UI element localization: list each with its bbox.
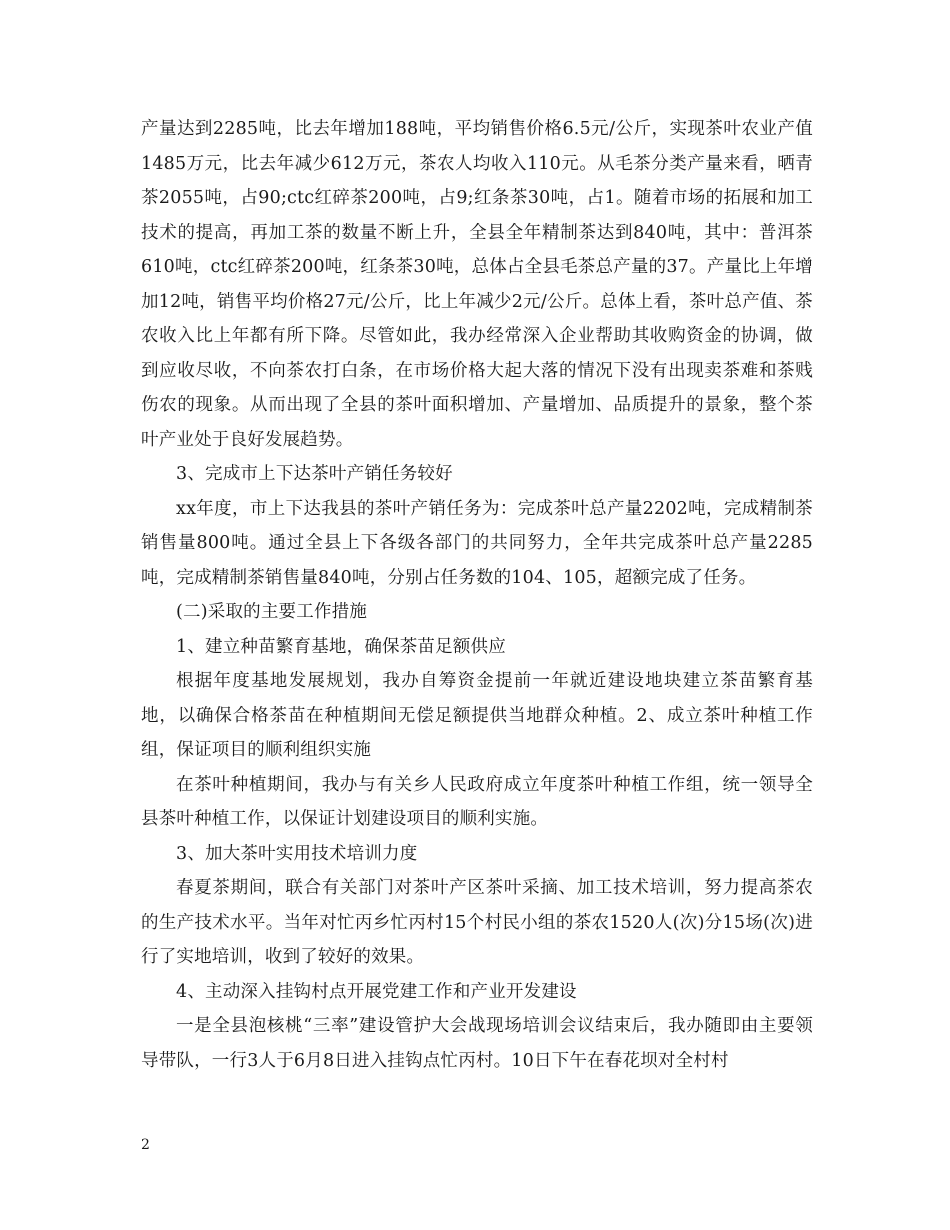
paragraph-nursery-base: 根据年度基地发展规划，我办自筹资金提前一年就近建设地块建立茶苗繁育基地，以确保合格茶苗在种植期间无偿足额提供当地群众种植。2、成立茶叶种植工作组，保证项目的顺利组织实施 <box>141 671 813 760</box>
section-heading-nursery-base: 1、建立种苗繁育基地，确保茶苗足额供应 <box>176 636 506 657</box>
paragraph-production-summary: 产量达到2285吨，比去年增加188吨，平均销售价格6.5元/公斤，实现茶叶农业产值1485万元，比去年减少612万元，茶农人均收入110元。从毛茶分类产量来看，晒青茶2055吨，占90;ctc红碎茶200吨，占9;红条茶30吨，占1。随着市场的拓展和加工技术的提高，再加工茶的数量不断上升，全县全年精制茶达到840吨，其中：普洱茶610吨，ctc红碎茶200吨，红条茶30吨，总体占全县毛茶总产量的37。产量比上年增加12吨，销售平均价格27元/公斤，比上年减少2元/公斤。总体上看，茶叶总产值、茶农收入比上年都有所下降。尽管如此，我办经常深入企业帮助其收购资金的协调，做到应收尽收，不向茶农打白条，在市场价格大起大落的情况下没有出现卖茶难和茶贱伤农的现象。从而出现了全县的茶叶面积增加、产量增加、品质提升的景象，整个茶叶产业处于良好发展趋势。 <box>141 119 814 450</box>
section-heading-main-measures: (二)采取的主要工作措施 <box>176 602 368 622</box>
paragraph-technical-training: 春夏茶期间，联合有关部门对茶叶产区茶叶采摘、加工技术培训，努力提高茶农的生产技术水平。当年对忙丙乡忙丙村15个村民小组的茶农1520人(次)分15场(次)进行了实地培训，收到了较好的效果。 <box>141 878 813 967</box>
section-heading-task-completion: 3、完成市上下达茶叶产销任务较好 <box>176 464 453 484</box>
paragraph-task-completion: xx年度，市上下达我县的茶叶产销任务为：完成茶叶总产量2202吨，完成精制茶销售量800吨。通过全县上下各级各部门的共同努力，全年共完成茶叶总产量2285吨，完成精制茶销售量840吨，分别占任务数的104、105，超额完成了任务。 <box>141 498 813 588</box>
section-heading-technical-training: 3、加大茶叶实用技术培训力度 <box>176 843 418 864</box>
paragraph-planting-workgroup: 在茶叶种植期间，我办与有关乡人民政府成立年度茶叶种植工作组，统一领导全县茶叶种植工作，以保证计划建设项目的顺利实施。 <box>141 774 813 829</box>
paragraph-village-liaison: 一是全县泡核桃“三率”建设管护大会战现场培训会议结束后，我办随即由主要领导带队，一行3人于6月8日进入挂钩点忙丙村。10日下午在春花坝对全村村 <box>141 1016 813 1071</box>
page-number: 2 <box>141 1137 150 1153</box>
section-heading-village-liaison: 4、主动深入挂钩村点开展党建工作和产业开发建设 <box>176 981 577 1002</box>
document-body <box>141 112 813 1078</box>
